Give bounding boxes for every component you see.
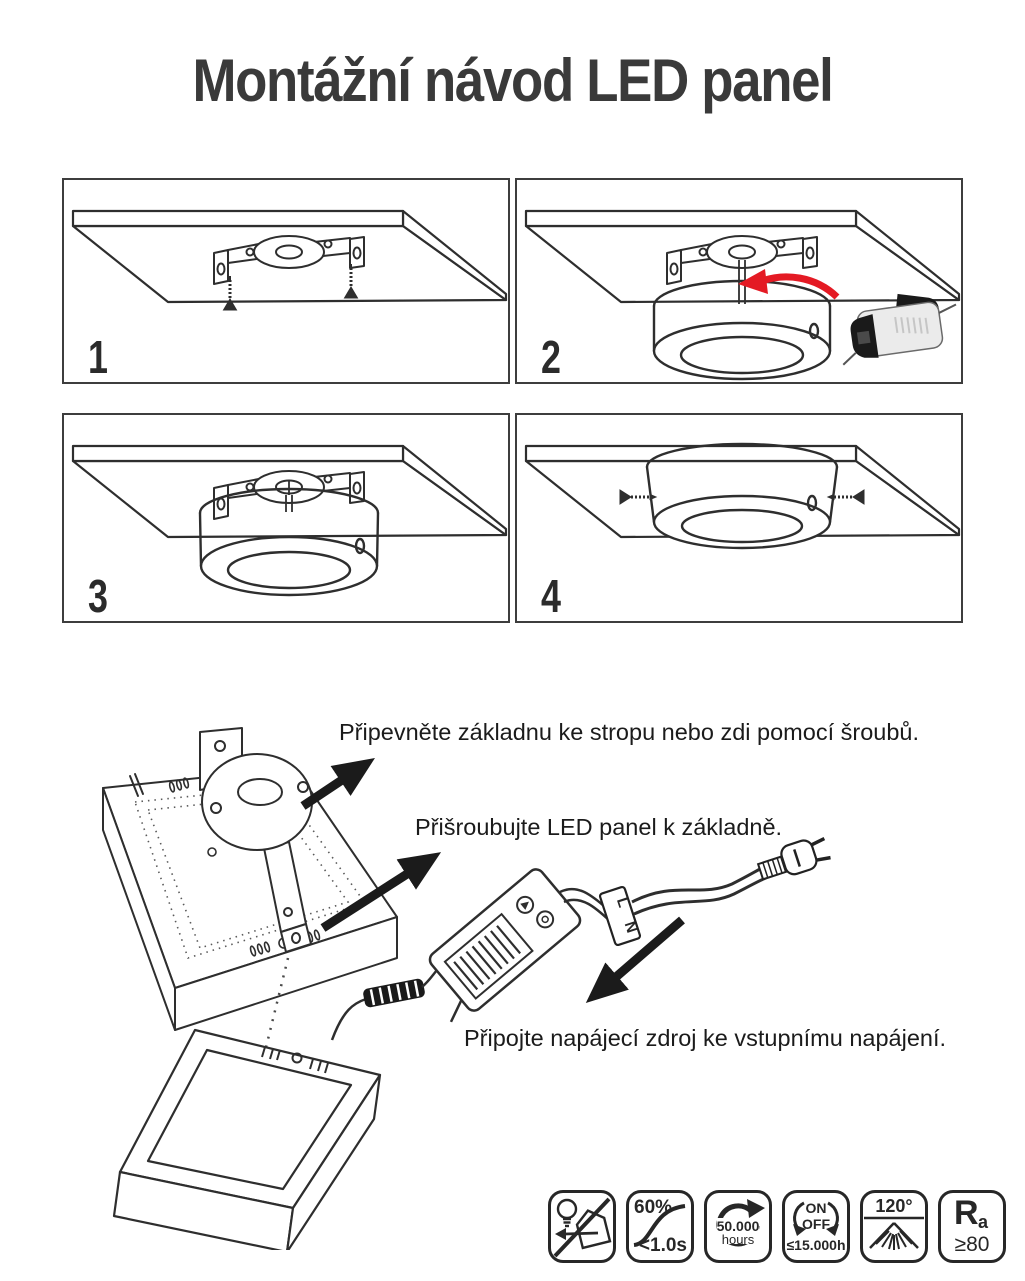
- step-3-panel: [62, 413, 510, 623]
- step-number: 3: [88, 570, 108, 622]
- beam-angle-value: 120°: [875, 1196, 913, 1216]
- step-2-illustration: [517, 180, 961, 382]
- step-number: 4: [541, 570, 561, 622]
- arrow-to-base-label: [303, 764, 366, 806]
- inline-connector: [363, 978, 425, 1007]
- label-connect-power: Připojte napájecí zdroj ke vstupnímu napájení.: [464, 1025, 947, 1051]
- terminal-n-label: N: [620, 919, 641, 936]
- cycles-off-label: OFF: [802, 1216, 830, 1232]
- terminal-l-label: L: [612, 895, 632, 910]
- ln-terminal-block: [599, 886, 642, 946]
- square-led-panel-illustration: [114, 1030, 380, 1250]
- step-4-illustration: [517, 415, 961, 621]
- cri-value: ≥80: [954, 1233, 990, 1256]
- panel-wire: [332, 999, 366, 1040]
- soft-start-icon: [626, 1190, 694, 1263]
- page-title: Montážní návod LED panel: [192, 47, 833, 114]
- step-1-panel: [62, 178, 510, 384]
- mains-cable: [632, 868, 766, 914]
- cord-grip: [758, 857, 786, 880]
- cri-symbol-sub: a: [978, 1212, 989, 1232]
- lifetime-value: 50.000: [716, 1218, 760, 1234]
- on-off-cycles-icon: [782, 1190, 850, 1263]
- cycles-value: ≤15.000h: [786, 1237, 846, 1253]
- lifetime-icon: [704, 1190, 772, 1263]
- color-rendering-icon: [938, 1190, 1006, 1263]
- label-attach-base: Připevněte základnu ke stropu nebo zdi pomocí šroubů.: [339, 719, 920, 745]
- beam-angle-icon: [860, 1190, 928, 1263]
- step-4-panel: [515, 413, 963, 623]
- spec-icon-row: [548, 1190, 1006, 1263]
- label-screw-panel: Přišroubujte LED panel k základně.: [415, 814, 783, 840]
- assembly-diagram: [60, 690, 1010, 1253]
- not-dimmable-icon: [548, 1190, 616, 1263]
- step-1-illustration: [64, 180, 508, 382]
- cycles-on-label: ON: [805, 1200, 827, 1216]
- connector-wire: [422, 970, 437, 987]
- step-2-panel: [515, 178, 963, 384]
- step-number: 1: [88, 331, 108, 383]
- led-driver-illustration: [410, 866, 583, 1028]
- step-number: 2: [541, 331, 561, 383]
- cri-symbol: R: [954, 1194, 979, 1232]
- not-dimmable-glyph: [551, 1193, 613, 1260]
- soft-start-time: <1.0s: [638, 1235, 687, 1256]
- soft-start-percent: 60%: [634, 1197, 673, 1218]
- step-3-illustration: [64, 415, 508, 621]
- power-plug-illustration: [779, 834, 832, 877]
- lifetime-unit: hours: [721, 1232, 755, 1247]
